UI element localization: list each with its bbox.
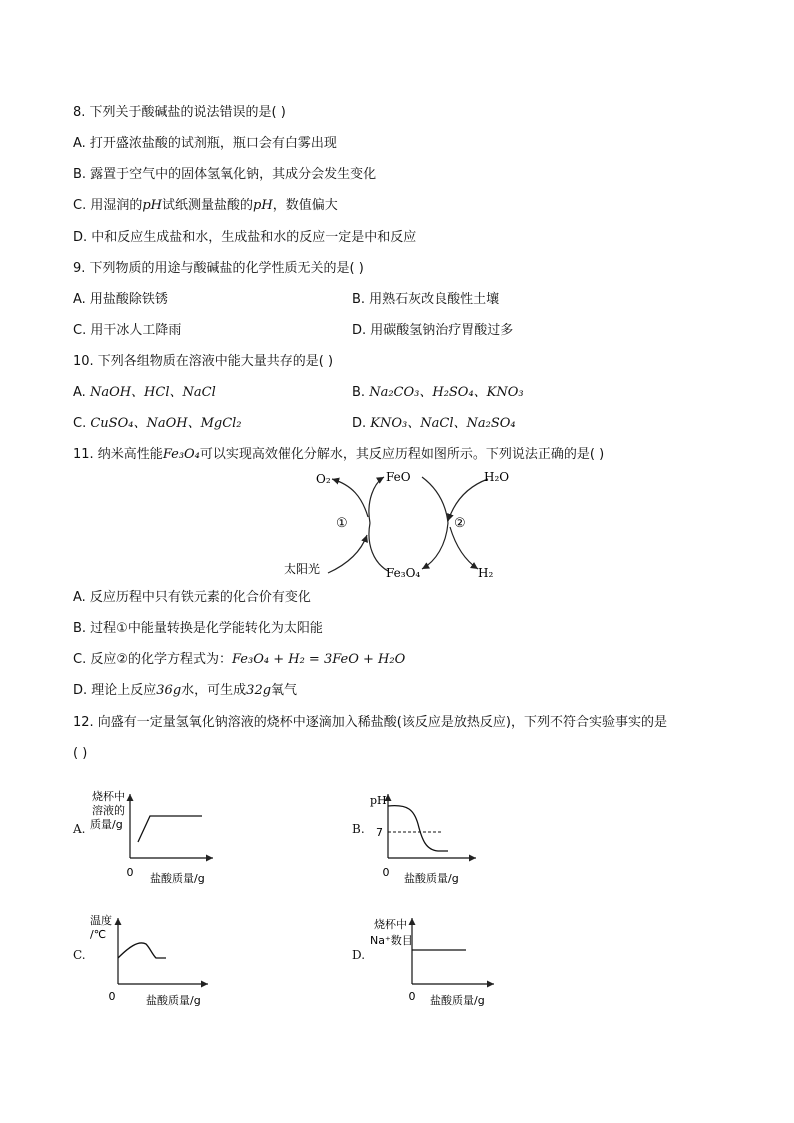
q8-c-mid: 试纸测量盐酸的 xyxy=(162,198,254,213)
graph-c-origin: 0 xyxy=(108,990,116,1003)
graph-b-seven: 7 xyxy=(376,826,383,839)
graph-b-curve xyxy=(388,806,448,851)
q10-c-text: CuSO₄、NaOH、MgCl₂ xyxy=(90,416,242,431)
q11-d-mass1: 36g xyxy=(156,683,182,698)
graph-b-ylabel: pH xyxy=(370,794,387,807)
q8-c-ph1: pH xyxy=(142,198,163,213)
q10-b-label: B. xyxy=(352,385,366,400)
graph-d-label: D. xyxy=(352,948,366,962)
q9-option-c: C. 用干冰人工降雨 xyxy=(73,323,182,338)
q11-d-pre: D. 理论上反应 xyxy=(73,683,157,698)
graph-c-curve xyxy=(118,943,166,958)
q12-stem: 12. 向盛有一定量氢氧化钠溶液的烧杯中逐滴加入稀盐酸(该反应是放热反应)，下列不符合实验事实的是 xyxy=(73,715,667,730)
q10-b-text: Na₂CO₃、H₂SO₄、KNO₃ xyxy=(369,385,524,400)
q11-option-d xyxy=(73,682,297,700)
q11-option-a: A. 反应历程中只有铁元素的化合价有变化 xyxy=(73,590,311,605)
q11-c-pre: C. 反应②的化学方程式为： xyxy=(73,652,232,667)
step1-label: ① xyxy=(336,516,348,531)
graph-a xyxy=(88,788,228,888)
graph-c-xlabel: 盐酸质量/g xyxy=(146,994,201,1007)
graph-a-origin: 0 xyxy=(126,866,134,879)
q11-stem-post: 可以实现高效催化分解水，其反应历程如图所示。下列说法正确的是( ) xyxy=(199,447,605,462)
q11-d-mid: 水，可生成 xyxy=(181,683,247,698)
graph-d-ylabel-1: 烧杯中 xyxy=(374,918,407,931)
q12-stem-paren: ( ) xyxy=(73,746,88,761)
q8-option-a: A. 打开盛浓盐酸的试剂瓶，瓶口会有白雾出现 xyxy=(73,136,337,151)
o2-label: O₂ xyxy=(316,472,331,486)
q10-option-a xyxy=(73,384,216,402)
q10-a-text: NaOH、HCl、NaCl xyxy=(89,385,216,400)
q11-d-mass2: 32g xyxy=(246,683,272,698)
q10-option-c xyxy=(73,415,242,433)
q11-stem-formula: Fe₃O₄ xyxy=(162,447,200,462)
q8-option-b: B. 露置于空气中的固体氢氧化钠，其成分会发生变化 xyxy=(73,167,377,182)
sunlight-label: 太阳光 xyxy=(284,562,321,576)
step2-label: ② xyxy=(454,516,466,531)
fe3o4-label: Fe₃O₄ xyxy=(386,566,421,580)
graph-a-curve xyxy=(138,816,202,842)
q8-option-c xyxy=(73,197,338,215)
q8-stem: 8. 下列关于酸碱盐的说法错误的是( ) xyxy=(73,105,286,120)
graph-c xyxy=(88,910,228,1010)
graph-b-label: B. xyxy=(352,822,365,836)
q11-stem xyxy=(73,446,604,464)
graph-d-origin: 0 xyxy=(408,990,416,1003)
graph-a-label: A. xyxy=(73,822,86,836)
graph-a-xlabel: 盐酸质量/g xyxy=(150,872,205,885)
q11-stem-pre: 11. 纳米高性能 xyxy=(73,447,163,462)
q11-option-b: B. 过程①中能量转换是化学能转化为太阳能 xyxy=(73,621,323,636)
feo-label: FeO xyxy=(386,470,411,484)
h2-label: H₂ xyxy=(478,566,494,580)
q8-c-post: ，数值偏大 xyxy=(272,198,338,213)
graph-b-origin: 0 xyxy=(382,866,390,879)
q11-option-c xyxy=(73,651,405,669)
right-cycle-h2-arrow xyxy=(450,527,478,569)
graph-d-ylabel-2: Na⁺数目 xyxy=(370,934,413,947)
graph-c-ylabel-2: /℃ xyxy=(90,928,107,941)
q9-option-a: A. 用盐酸除铁锈 xyxy=(73,292,168,307)
graph-a-ylabel-2: 溶液的 xyxy=(92,804,125,817)
q8-option-d: D. 中和反应生成盐和水，生成盐和水的反应一定是中和反应 xyxy=(73,230,417,245)
q10-stem: 10. 下列各组物质在溶液中能大量共存的是( ) xyxy=(73,354,334,369)
graph-c-ylabel-1: 温度 xyxy=(90,914,112,927)
left-cycle-upper-arrow xyxy=(332,479,368,517)
q10-option-d xyxy=(352,415,516,433)
right-cycle-feo-arc xyxy=(422,477,448,523)
right-cycle-to-fe3o4-arrow xyxy=(422,523,448,569)
left-cycle-to-feo-arrow xyxy=(369,477,384,523)
h2o-label: H₂O xyxy=(484,470,510,484)
q10-a-label: A. xyxy=(73,385,86,400)
q8-c-pre: C. 用湿润的 xyxy=(73,198,143,213)
q11-c-equation: Fe₃O₄ + H₂ = 3FeO + H₂O xyxy=(232,652,406,667)
q10-c-label: C. xyxy=(73,416,87,431)
q10-option-b xyxy=(352,384,524,402)
graph-c-label: C. xyxy=(73,948,86,962)
q10-d-text: KNO₃、NaCl、Na₂SO₄ xyxy=(370,416,516,431)
q9-option-d: D. 用碳酸氢钠治疗胃酸过多 xyxy=(352,323,514,338)
graph-a-ylabel-3: 质量/g xyxy=(90,818,123,831)
graph-b xyxy=(366,788,506,888)
left-cycle-fe3o4-arc xyxy=(369,523,388,571)
left-cycle-lower-arrow xyxy=(328,535,367,573)
graph-d xyxy=(366,910,516,1010)
reaction-cycle-diagram xyxy=(270,465,530,585)
q8-c-ph2: pH xyxy=(253,198,273,213)
graph-b-xlabel: 盐酸质量/g xyxy=(404,872,459,885)
q9-stem: 9. 下列物质的用途与酸碱盐的化学性质无关的是( ) xyxy=(73,261,364,276)
q11-d-post: 氧气 xyxy=(271,683,298,698)
q9-option-b: B. 用熟石灰改良酸性土壤 xyxy=(352,292,500,307)
q10-d-label: D. xyxy=(352,416,367,431)
graph-a-ylabel-1: 烧杯中 xyxy=(92,790,125,803)
right-cycle-h2o-arrow xyxy=(448,479,488,521)
graph-d-xlabel: 盐酸质量/g xyxy=(430,994,485,1007)
